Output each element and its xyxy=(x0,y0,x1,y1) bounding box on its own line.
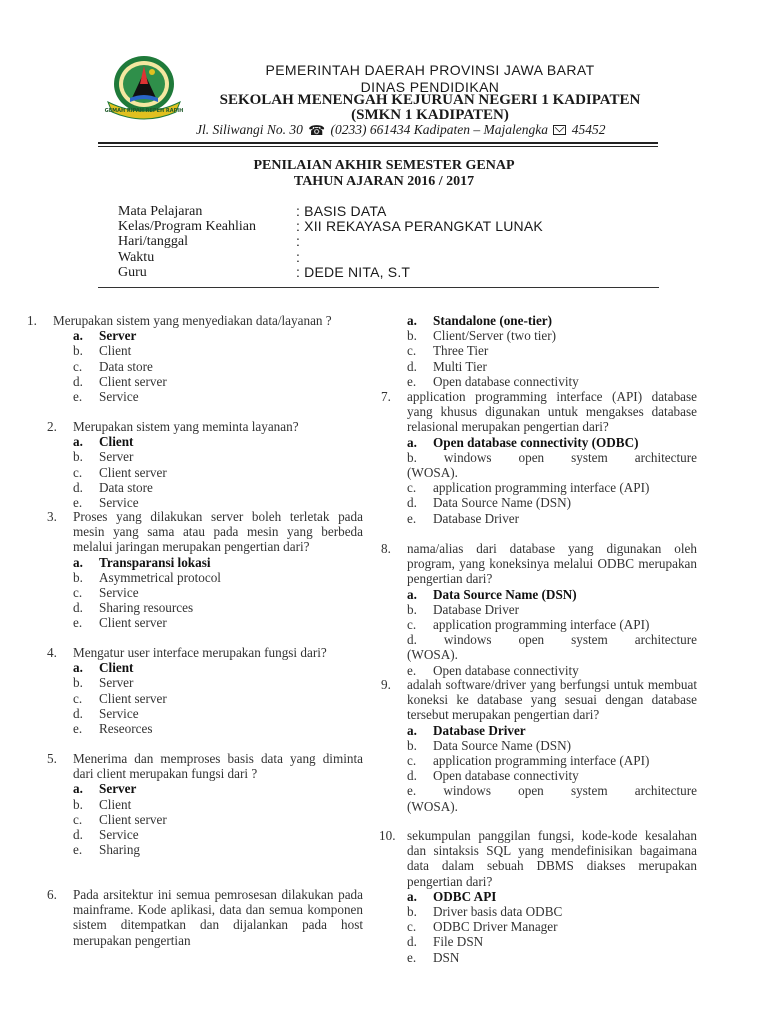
option-letter: c. xyxy=(73,584,83,600)
option-letter: e. xyxy=(407,510,417,526)
option-letter: d. xyxy=(73,705,83,721)
question-number: 1. xyxy=(27,313,37,328)
option-letter: a. xyxy=(73,554,83,570)
option-letter: c. xyxy=(407,480,417,496)
option-text: Database Driver xyxy=(433,510,520,526)
option-letter: e. xyxy=(407,949,417,965)
option-text: Open database connectivity xyxy=(433,373,579,389)
answer-option xyxy=(407,663,697,678)
option-letter: c. xyxy=(407,919,417,935)
question-number: 4. xyxy=(47,645,57,660)
option-letter: e. xyxy=(73,388,83,404)
answer-option xyxy=(73,480,363,495)
option-text: Service xyxy=(99,584,139,600)
option-letter: e. xyxy=(407,373,417,389)
option-text: Standalone (one-tier) xyxy=(433,313,553,328)
option-text: Server xyxy=(99,449,134,465)
option-text: Asymmetrical protocol xyxy=(99,569,221,585)
option-text: Client server xyxy=(99,690,167,706)
option-text: windows open system architecture (WOSA). xyxy=(407,632,697,663)
answer-option xyxy=(73,827,363,842)
question-stem: Pada arsitektur ini semua pemrosesan dilakukan pada mainframe. Kode aplikasi, data dan semua komponen sistem ditempatkan dan dijalankan pada host merupakan pengertian xyxy=(73,887,363,948)
option-letter: b. xyxy=(73,675,83,691)
answer-option xyxy=(407,919,697,934)
svg-text:GEMAH RIPAH REPEH RAPIH: GEMAH RIPAH REPEH RAPIH xyxy=(104,108,184,114)
header-school-name: SEKOLAH MENENGAH KEJURUAN NEGERI 1 KADIPATEN xyxy=(219,92,641,108)
answer-option xyxy=(73,343,363,358)
option-letter: d. xyxy=(73,479,83,495)
option-text: application programming interface (API) xyxy=(433,480,650,496)
option-text: Database Driver xyxy=(433,601,520,617)
answer-option xyxy=(73,691,363,706)
option-letter: d. xyxy=(407,934,417,950)
option-letter: b. xyxy=(407,904,417,919)
header-school-abbrev: (SMKN 1 KADIPATEN) xyxy=(351,107,509,123)
address-phone-city: (0233) 661434 Kadipaten – Majalengka xyxy=(330,122,548,137)
answer-option xyxy=(73,706,363,721)
option-text: Data Source Name (DSN) xyxy=(433,737,572,753)
answer-option xyxy=(407,904,697,919)
option-text: Client server xyxy=(99,464,167,480)
option-text: Open database connectivity xyxy=(433,662,579,678)
info-label: Waktu xyxy=(118,249,155,265)
answer-option xyxy=(407,934,697,949)
option-text: Service xyxy=(99,388,139,404)
option-text: Client xyxy=(99,434,134,450)
option-letter: a. xyxy=(407,586,417,602)
envelope-icon xyxy=(553,125,566,135)
answer-option xyxy=(73,328,363,343)
option-letter: d. xyxy=(407,632,417,648)
answer-option xyxy=(407,738,697,753)
option-letter: e. xyxy=(73,494,83,510)
question-2 xyxy=(47,419,363,510)
question-9 xyxy=(381,677,697,814)
option-text: Client xyxy=(99,660,134,676)
option-text: application programming interface (API) xyxy=(433,616,650,632)
question-number: 2. xyxy=(47,419,57,434)
exam-title: PENILAIAN AKHIR SEMESTER GENAP xyxy=(253,158,515,173)
option-letter: d. xyxy=(73,826,83,842)
option-text: Client server xyxy=(99,811,167,827)
option-text: Multi Tier xyxy=(433,358,487,374)
option-letter: c. xyxy=(73,690,83,706)
option-letter: a. xyxy=(407,888,417,904)
question-number: 6. xyxy=(47,887,57,902)
answer-option xyxy=(73,797,363,812)
answer-option xyxy=(407,768,697,783)
answer-option xyxy=(73,570,363,585)
question-6-options xyxy=(407,313,697,389)
option-text: Server xyxy=(99,328,137,344)
option-text: Client xyxy=(99,343,132,359)
answer-option xyxy=(407,343,697,358)
question-1 xyxy=(27,313,363,404)
option-letter: c. xyxy=(407,752,417,768)
header-government: PEMERINTAH DAERAH PROVINSI JAWA BARAT xyxy=(265,62,595,78)
option-letter: a. xyxy=(73,781,83,797)
option-text: Client server xyxy=(99,373,167,389)
question-stem: nama/alias dari database yang digunakan oleh program, yang koneksinya melalui ODBC merupakan pengertian dari? xyxy=(407,541,697,587)
question-number: 5. xyxy=(47,751,57,766)
option-text: Data store xyxy=(99,479,153,495)
answer-option xyxy=(407,783,697,813)
option-letter: d. xyxy=(73,373,83,389)
info-value: : BASIS DATA xyxy=(296,203,387,219)
option-text: ODBC Driver Manager xyxy=(433,919,558,935)
option-text: Server xyxy=(99,781,137,797)
option-text: DSN xyxy=(433,949,460,965)
option-letter: b. xyxy=(407,449,417,465)
answer-option xyxy=(407,587,697,602)
phone-icon: ☎ xyxy=(308,123,326,138)
question-number: 7. xyxy=(381,389,391,404)
option-letter: e. xyxy=(407,783,417,799)
option-text: Service xyxy=(99,494,139,510)
header-address xyxy=(196,122,605,139)
answer-option xyxy=(407,450,697,480)
option-letter: e. xyxy=(407,662,417,678)
option-letter: b. xyxy=(73,796,83,812)
info-label: Mata Pelajaran xyxy=(118,204,203,219)
option-letter: a. xyxy=(73,434,83,450)
answer-option xyxy=(407,374,697,389)
answer-option xyxy=(407,328,697,343)
question-number: 9. xyxy=(381,677,391,692)
question-stem: Proses yang dilakukan server boleh terletak pada mesin yang sama atau pada mesin yang berbeda melalui jaringan merupakan pengertian dari? xyxy=(73,509,363,555)
option-letter: b. xyxy=(407,601,417,617)
option-letter: c. xyxy=(407,343,417,359)
option-text: Service xyxy=(99,826,139,842)
option-text: windows open system architecture (WOSA). xyxy=(407,783,697,814)
info-label: Guru xyxy=(118,264,147,280)
question-stem: sekumpulan panggilan fungsi, kode-kode kesalahan dan sintaksis SQL yang mendefinisikan bagaimana data dalam sebuah DBMS diakses merupakan pengertian dari? xyxy=(407,828,697,889)
option-letter: d. xyxy=(407,495,417,511)
answer-option xyxy=(73,389,363,404)
question-number: 8. xyxy=(381,541,391,556)
option-letter: d. xyxy=(407,358,417,374)
answer-option xyxy=(407,632,697,662)
header-rule-thick xyxy=(98,142,658,144)
option-letter: a. xyxy=(407,722,417,738)
option-text: Sharing xyxy=(99,842,141,858)
option-letter: c. xyxy=(407,616,417,632)
answer-option xyxy=(73,721,363,736)
option-text: Server xyxy=(99,675,134,691)
option-text: Sharing resources xyxy=(99,600,194,616)
question-8 xyxy=(381,541,697,678)
answer-option xyxy=(73,359,363,374)
answer-option xyxy=(407,617,697,632)
info-value: : xyxy=(296,233,301,250)
option-text: Client/Server (two tier) xyxy=(433,328,557,344)
question-stem: Merupakan sistem yang menyediakan data/layanan ? xyxy=(53,313,332,328)
answer-option xyxy=(407,313,697,328)
answer-option xyxy=(407,602,697,617)
info-rule xyxy=(98,287,659,288)
exam-year: TAHUN AJARAN 2016 / 2017 xyxy=(293,174,475,189)
option-text: Client xyxy=(99,796,132,812)
option-letter: b. xyxy=(73,569,83,585)
answer-option xyxy=(73,465,363,480)
option-text: Client server xyxy=(99,615,167,631)
question-5 xyxy=(47,751,363,858)
option-text: ODBC API xyxy=(433,888,497,904)
question-10 xyxy=(379,828,697,965)
option-text: Transparansi lokasi xyxy=(99,554,211,570)
question-stem: adalah software/driver yang berfungsi untuk membuat koneksi ke database yang sesuai dengan database tersebut merupakan pengertian dari? xyxy=(407,677,697,723)
option-letter: a. xyxy=(407,313,417,328)
option-text: Service xyxy=(99,705,139,721)
info-label: Hari/tanggal xyxy=(118,234,188,250)
option-text: Three Tier xyxy=(433,343,489,359)
answer-option xyxy=(73,585,363,600)
question-stem: Mengatur user interface merupakan fungsi dari? xyxy=(73,645,327,660)
answer-option xyxy=(73,600,363,615)
header-department: DINAS PENDIDIKAN xyxy=(360,79,500,95)
answer-option xyxy=(73,615,363,630)
question-3 xyxy=(47,509,363,631)
option-letter: d. xyxy=(73,600,83,616)
option-text: Data Source Name (DSN) xyxy=(433,586,577,602)
address-street: Jl. Siliwangi No. 30 xyxy=(196,122,303,137)
option-text: Data Source Name (DSN) xyxy=(433,495,572,511)
option-letter: a. xyxy=(73,660,83,676)
question-stem: Merupakan sistem yang meminta layanan? xyxy=(73,419,299,434)
option-text: Data store xyxy=(99,358,153,374)
option-letter: c. xyxy=(73,358,83,374)
answer-option xyxy=(407,511,697,526)
option-text: Database Driver xyxy=(433,722,526,738)
answer-option xyxy=(73,434,363,449)
answer-option xyxy=(73,812,363,827)
option-letter: b. xyxy=(73,449,83,465)
question-6 xyxy=(47,887,363,948)
answer-option xyxy=(407,950,697,965)
option-letter: e. xyxy=(73,842,83,858)
option-text: Reseorces xyxy=(99,720,153,736)
answer-option xyxy=(407,435,697,450)
answer-option xyxy=(73,495,363,510)
answer-option xyxy=(73,675,363,690)
option-letter: e. xyxy=(73,720,83,736)
option-letter: c. xyxy=(73,464,83,480)
option-letter: a. xyxy=(407,434,417,450)
option-letter: b. xyxy=(73,343,83,359)
answer-option xyxy=(73,842,363,857)
answer-option xyxy=(407,495,697,510)
answer-option xyxy=(73,555,363,570)
option-text: Open database connectivity xyxy=(433,768,579,784)
option-letter: d. xyxy=(407,768,417,784)
address-postcode: 45452 xyxy=(571,122,606,137)
answer-option xyxy=(407,480,697,495)
question-7 xyxy=(381,389,697,526)
header-rule-thin xyxy=(98,146,658,147)
question-4 xyxy=(47,645,363,736)
answer-option xyxy=(73,449,363,464)
answer-option xyxy=(407,889,697,904)
answer-option xyxy=(407,753,697,768)
option-text: Open database connectivity (ODBC) xyxy=(433,434,639,450)
option-text: File DSN xyxy=(433,934,484,950)
option-text: Driver basis data ODBC xyxy=(433,904,563,919)
option-letter: a. xyxy=(73,328,83,344)
question-number: 10. xyxy=(379,828,396,843)
answer-option xyxy=(407,723,697,738)
answer-option xyxy=(73,374,363,389)
option-letter: b. xyxy=(407,328,417,344)
option-letter: e. xyxy=(73,615,83,631)
answer-option xyxy=(73,660,363,675)
option-letter: b. xyxy=(407,737,417,753)
info-value: : DEDE NITA, S.T xyxy=(296,263,411,280)
option-text: windows open system architecture (WOSA). xyxy=(407,449,697,480)
question-stem: application programming interface (API) database yang khusus digunakan untuk mengakses database relasional merupakan pengertian dari? xyxy=(407,389,697,435)
option-letter: c. xyxy=(73,811,83,827)
question-number: 3. xyxy=(47,509,57,524)
answer-option xyxy=(73,781,363,796)
answer-option xyxy=(407,359,697,374)
info-value: : XII REKAYASA PERANGKAT LUNAK xyxy=(296,218,543,235)
info-label: Kelas/Program Keahlian xyxy=(118,219,257,235)
question-stem: Menerima dan memproses basis data yang diminta dari client merupakan fungsi dari ? xyxy=(73,751,363,782)
info-value: : xyxy=(296,248,301,265)
option-text: application programming interface (API) xyxy=(433,752,650,768)
